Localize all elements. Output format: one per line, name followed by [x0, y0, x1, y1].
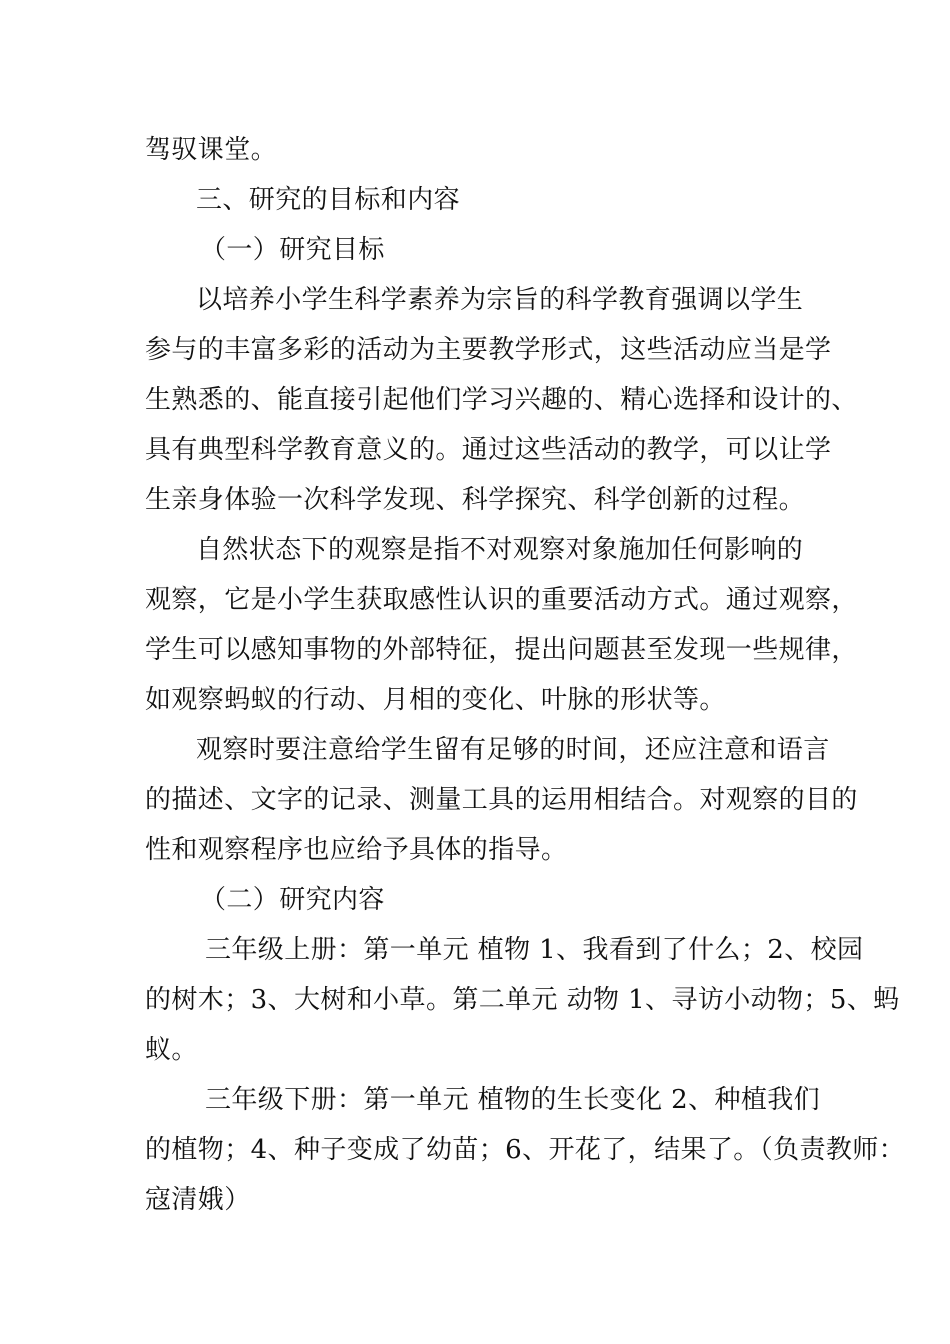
text-line: 的树木；3、大树和小草。第二单元 动物 1、寻访小动物；5、蚂 [145, 985, 900, 1015]
text-line: 三年级上册：第一单元 植物 1、我看到了什么；2、校园 [205, 935, 864, 965]
text-line: 蚁。 [145, 1035, 198, 1065]
text-line: 寇清娥） [145, 1185, 251, 1215]
text-line: 自然状态下的观察是指不对观察对象施加任何影响的 [196, 535, 804, 565]
text-line: 具有典型科学教育意义的。通过这些活动的教学，可以让学 [145, 435, 832, 465]
text-line: 生亲身体验一次科学发现、科学探究、科学创新的过程。 [145, 485, 806, 515]
section-heading: 三、研究的目标和内容 [196, 185, 461, 215]
text-line: 的描述、文字的记录、测量工具的运用相结合。对观察的目的 [145, 785, 858, 815]
text-line: 生熟悉的、能直接引起他们学习兴趣的、精心选择和设计的、 [145, 385, 858, 415]
text-line: 观察时要注意给学生留有足够的时间，还应注意和语言 [196, 735, 830, 765]
text-line: 如观察蚂蚁的行动、月相的变化、叶脉的形状等。 [145, 685, 726, 715]
text-line: 性和观察程序也应给予具体的指导。 [145, 835, 568, 865]
subsection-heading: （一）研究目标 [200, 235, 385, 265]
subsection-heading: （二）研究内容 [200, 885, 385, 915]
text-line: 的植物；4、种子变成了幼苗；6、开花了，结果了。（负责教师： [145, 1135, 906, 1165]
text-line: 学生可以感知事物的外部特征，提出问题甚至发现一些规律， [145, 635, 858, 665]
text-line: 以培养小学生科学素养为宗旨的科学教育强调以学生 [196, 285, 804, 315]
text-line: 三年级下册：第一单元 植物的生长变化 2、种植我们 [205, 1085, 821, 1115]
text-line: 驾驭课堂。 [145, 135, 278, 165]
text-line: 参与的丰富多彩的活动为主要教学形式，这些活动应当是学 [145, 335, 832, 365]
text-line: 观察，它是小学生获取感性认识的重要活动方式。通过观察， [145, 585, 858, 615]
